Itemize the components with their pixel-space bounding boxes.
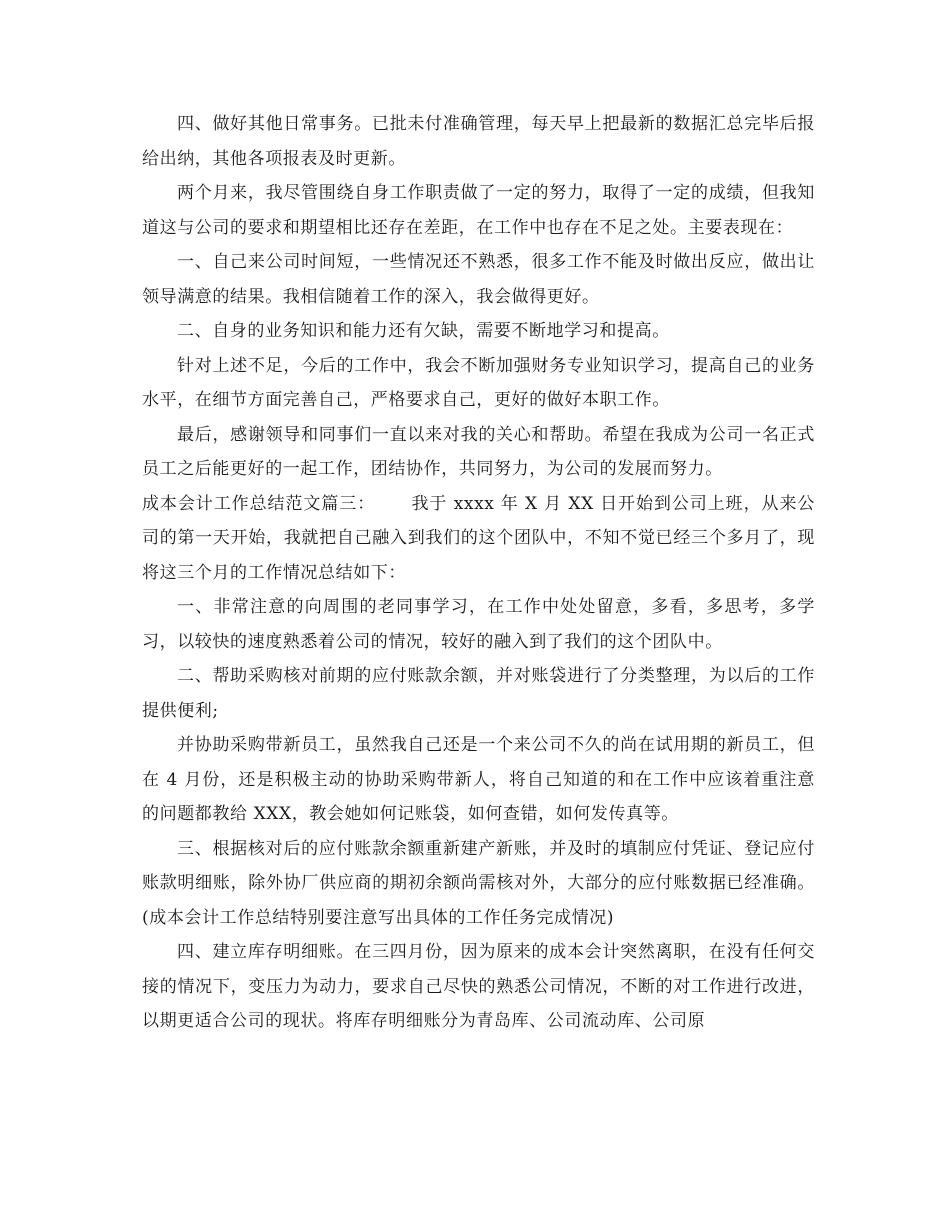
paragraph: 四、做好其他日常事务。已批未付准确管理，每天早上把最新的数据汇总完毕后报给出纳，其他各项报表及时更新。 bbox=[142, 114, 815, 169]
paragraph: 四、建立库存明细账。在三四月份，因为原来的成本会计突然离职，在没有任何交接的情况下，变压力为动力，要求自己尽快的熟悉公司情况，不断的对工作进行改进，以期更适合公司的现状。将库存明细账分为青岛库、公司流动库、公司原 bbox=[142, 942, 815, 1031]
paragraph: 一、非常注意的向周围的老同事学习，在工作中处处留意，多看，多思考，多学习，以较快的速度熟悉着公司的情况，较好的融入到了我们的这个团队中。 bbox=[142, 597, 815, 652]
section-intro: 我于 xxxx 年 X 月 XX 日开始到公司上班，从来公司的第一天开始，我就把自己融入到我们的这个团队中，不知不觉已经三个多月了，现将这三个月的工作情况总结如下： bbox=[142, 493, 815, 583]
paragraph: 并协助采购带新员工，虽然我自己还是一个来公司不久的尚在试用期的新员工，但在 4 月份，还是积极主动的协助采购带新人，将自己知道的和在工作中应该着重注意的问题都教给 XXX，教会她如何记账袋，如何查错，如何发传真等。 bbox=[142, 735, 815, 824]
document-body bbox=[142, 107, 815, 1039]
paragraph: 三、根据核对后的应付账款余额重新建产新账，并及时的填制应付凭证、登记应付账款明细账，除外协厂供应商的期初余额尚需核对外，大部分的应付账数据已经准确。(成本会计工作总结特别要注意写出具体的工作任务完成情况) bbox=[142, 838, 815, 928]
paragraph: 二、自身的业务知识和能力还有欠缺，需要不断地学习和提高。 bbox=[177, 321, 670, 341]
paragraph: 一、自己来公司时间短，一些情况还不熟悉，很多工作不能及时做出反应，做出让领导满意的结果。我相信随着工作的深入，我会做得更好。 bbox=[142, 252, 815, 307]
paragraph: 二、帮助采购核对前期的应付账款余额，并对账袋进行了分类整理，为以后的工作提供便利; bbox=[142, 666, 815, 721]
paragraph: 针对上述不足，今后的工作中，我会不断加强财务专业知识学习，提高自己的业务水平，在细节方面完善自己，严格要求自己，更好的做好本职工作。 bbox=[142, 355, 815, 410]
section-heading: 成本会计工作总结范文篇三： bbox=[142, 493, 376, 514]
paragraph: 最后，感谢领导和同事们一直以来对我的关心和帮助。希望在我成为公司一名正式员工之后能更好的一起工作，团结协作，共同努力，为公司的发展而努力。 bbox=[142, 424, 815, 479]
section-paragraph bbox=[142, 487, 815, 591]
paragraph: 两个月来，我尽管围绕自身工作职责做了一定的努力，取得了一定的成绩，但我知道这与公司的要求和期望相比还存在差距，在工作中也存在不足之处。主要表现在： bbox=[142, 183, 815, 238]
